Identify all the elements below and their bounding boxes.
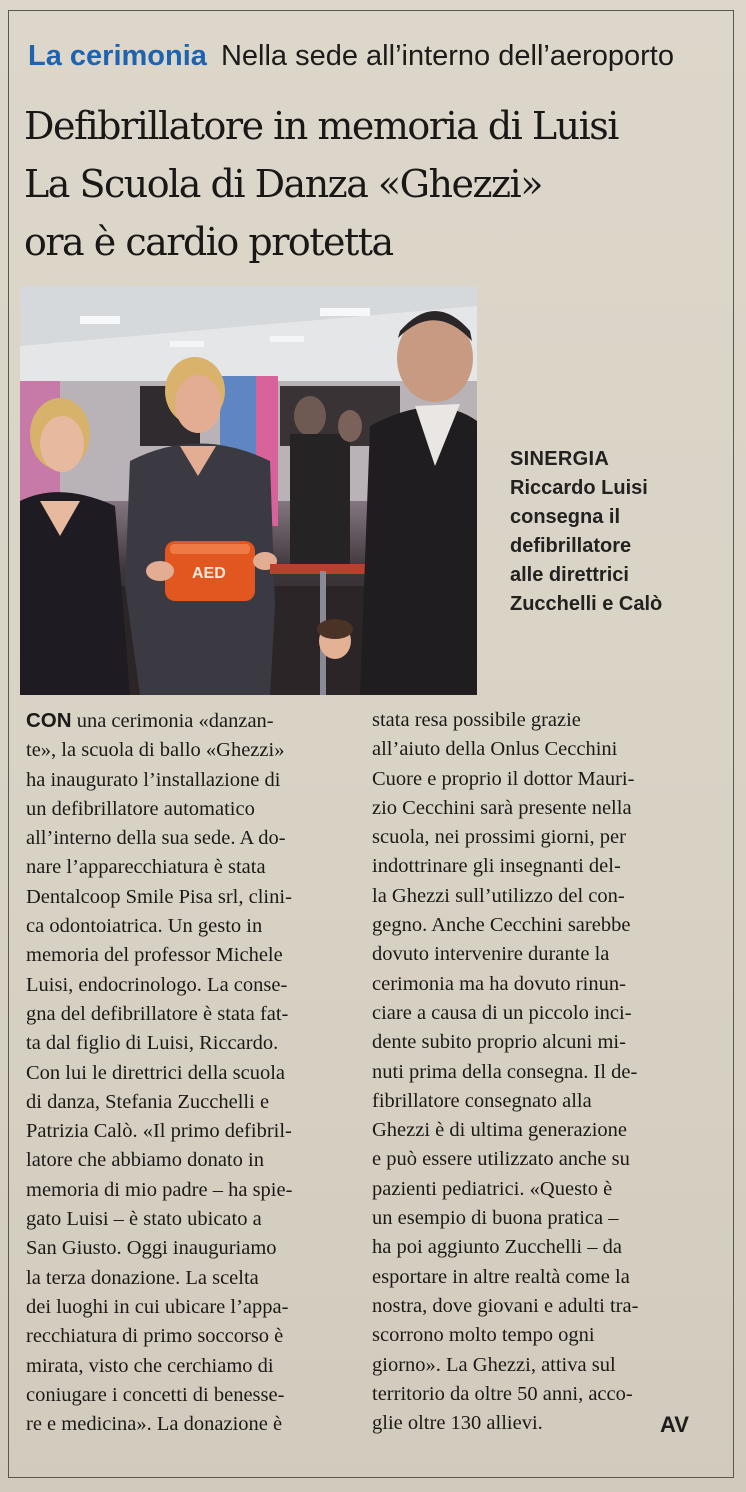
body-line: gegno. Anche Cecchini sarebbe bbox=[372, 914, 631, 937]
body-line: un defibrillatore automatico bbox=[26, 797, 255, 820]
body-line: gato Luisi – è stato ubicato a bbox=[26, 1208, 262, 1231]
body-line: all’aiuto della Onlus Cecchini bbox=[372, 738, 618, 761]
body-line: Luisi, endocrinologo. La conse- bbox=[26, 973, 288, 996]
body-line: CON una cerimonia «danzan- bbox=[26, 709, 274, 732]
body-column-2 bbox=[372, 706, 714, 1438]
body-line: Dentalcoop Smile Pisa srl, clini- bbox=[26, 885, 292, 908]
body-line: latore che abbiamo donato in bbox=[26, 1149, 264, 1172]
photo-caption bbox=[510, 445, 720, 619]
author-signature: AV bbox=[660, 1412, 689, 1437]
body-line: glie oltre 130 allievi. bbox=[372, 1412, 543, 1435]
body-line: territorio da oltre 50 anni, acco- bbox=[372, 1382, 633, 1405]
article-photo bbox=[20, 286, 477, 695]
caption-line: alle direttrici bbox=[510, 564, 629, 586]
body-line: cerimonia ma ha dovuto rinun- bbox=[372, 972, 626, 995]
caption-line: consegna il bbox=[510, 506, 621, 528]
body-line: fibrillatore consegnato alla bbox=[372, 1089, 592, 1112]
body-line: scorrono molto tempo ogni bbox=[372, 1324, 595, 1347]
body-line: e può essere utilizzato anche su bbox=[372, 1148, 630, 1171]
body-line: Ghezzi è di ultima generazione bbox=[372, 1119, 627, 1142]
body-line: mirata, visto che cerchiamo di bbox=[26, 1354, 274, 1377]
headline-line: Defibrillatore in memoria di Luisi bbox=[24, 104, 618, 148]
body-line: ca odontoiatrica. Un gesto in bbox=[26, 915, 263, 938]
body-line: nuti prima della consegna. Il de- bbox=[372, 1060, 638, 1083]
body-line: giorno». La Ghezzi, attiva sul bbox=[372, 1353, 616, 1376]
body-line: la Ghezzi sull’utilizzo del con- bbox=[372, 884, 625, 907]
body-line: zio Cecchini sarà presente nella bbox=[372, 796, 632, 819]
body-line: ha poi aggiunto Zucchelli – da bbox=[372, 1236, 622, 1259]
kicker-tag: La cerimonia bbox=[28, 40, 207, 72]
aed-label: AED bbox=[192, 565, 226, 582]
body-line: memoria di mio padre – ha spie- bbox=[26, 1178, 293, 1201]
body-line: ciare a causa di un piccolo inci- bbox=[372, 1001, 632, 1024]
body-line: coniugare i concetti di benesse- bbox=[26, 1383, 285, 1406]
body-line: recchiatura di primo soccorso è bbox=[26, 1325, 284, 1348]
body-column-1 bbox=[26, 706, 350, 1439]
kicker bbox=[28, 36, 674, 76]
body-line: dente subito proprio alcuni mi- bbox=[372, 1031, 626, 1054]
caption-line: defibrillatore bbox=[510, 535, 632, 557]
body-line: la terza donazione. La scelta bbox=[26, 1266, 259, 1289]
caption-title: SINERGIA bbox=[510, 448, 610, 470]
body-line: scuola, nei prossimi giorni, per bbox=[372, 826, 626, 849]
body-line: esportare in altre realtà come la bbox=[372, 1265, 630, 1288]
photo-illustration bbox=[20, 286, 477, 695]
headline bbox=[24, 97, 724, 271]
body-line: di danza, Stefania Zucchelli e bbox=[26, 1090, 270, 1113]
body-line: pazienti pediatrici. «Questo è bbox=[372, 1177, 613, 1200]
body-line: Patrizia Calò. «Il primo defibril- bbox=[26, 1120, 292, 1143]
body-line: memoria del professor Michele bbox=[26, 944, 283, 967]
body-line: re e medicina». La donazione è bbox=[26, 1413, 283, 1436]
body-line: te», la scuola di ballo «Ghezzi» bbox=[26, 739, 285, 762]
body-line: nostra, dove giovani e adulti tra- bbox=[372, 1294, 639, 1317]
body-line: Cuore e proprio il dottor Mauri- bbox=[372, 767, 635, 790]
body-line: nare l’apparecchiatura è stata bbox=[26, 856, 266, 879]
body-line: stata resa possibile grazie bbox=[372, 709, 581, 731]
kicker-subtitle: Nella sede all’interno dell’aeroporto bbox=[220, 40, 674, 72]
body-line: ta dal figlio di Luisi, Riccardo. bbox=[26, 1032, 279, 1055]
body-line: un esempio di buona pratica – bbox=[372, 1207, 619, 1230]
body-line: indottrinare gli insegnanti del- bbox=[372, 855, 621, 878]
lead-word: CON bbox=[26, 709, 72, 732]
caption-line: Zucchelli e Calò bbox=[510, 593, 663, 615]
body-line: dovuto intervenire durante la bbox=[372, 943, 610, 966]
body-line: Con lui le direttrici della scuola bbox=[26, 1061, 286, 1084]
caption-line: Riccardo Luisi bbox=[510, 477, 648, 499]
headline-line: ora è cardio protetta bbox=[24, 220, 393, 264]
body-line: all’interno della sua sede. A do- bbox=[26, 827, 286, 850]
body-line: dei luoghi in cui ubicare l’appa- bbox=[26, 1295, 289, 1318]
body-line: ha inaugurato l’installazione di bbox=[26, 768, 281, 791]
body-line: gna del defibrillatore è stata fat- bbox=[26, 1002, 289, 1025]
body-line: San Giusto. Oggi inauguriamo bbox=[26, 1237, 277, 1260]
headline-line: La Scuola di Danza «Ghezzi» bbox=[24, 162, 542, 206]
